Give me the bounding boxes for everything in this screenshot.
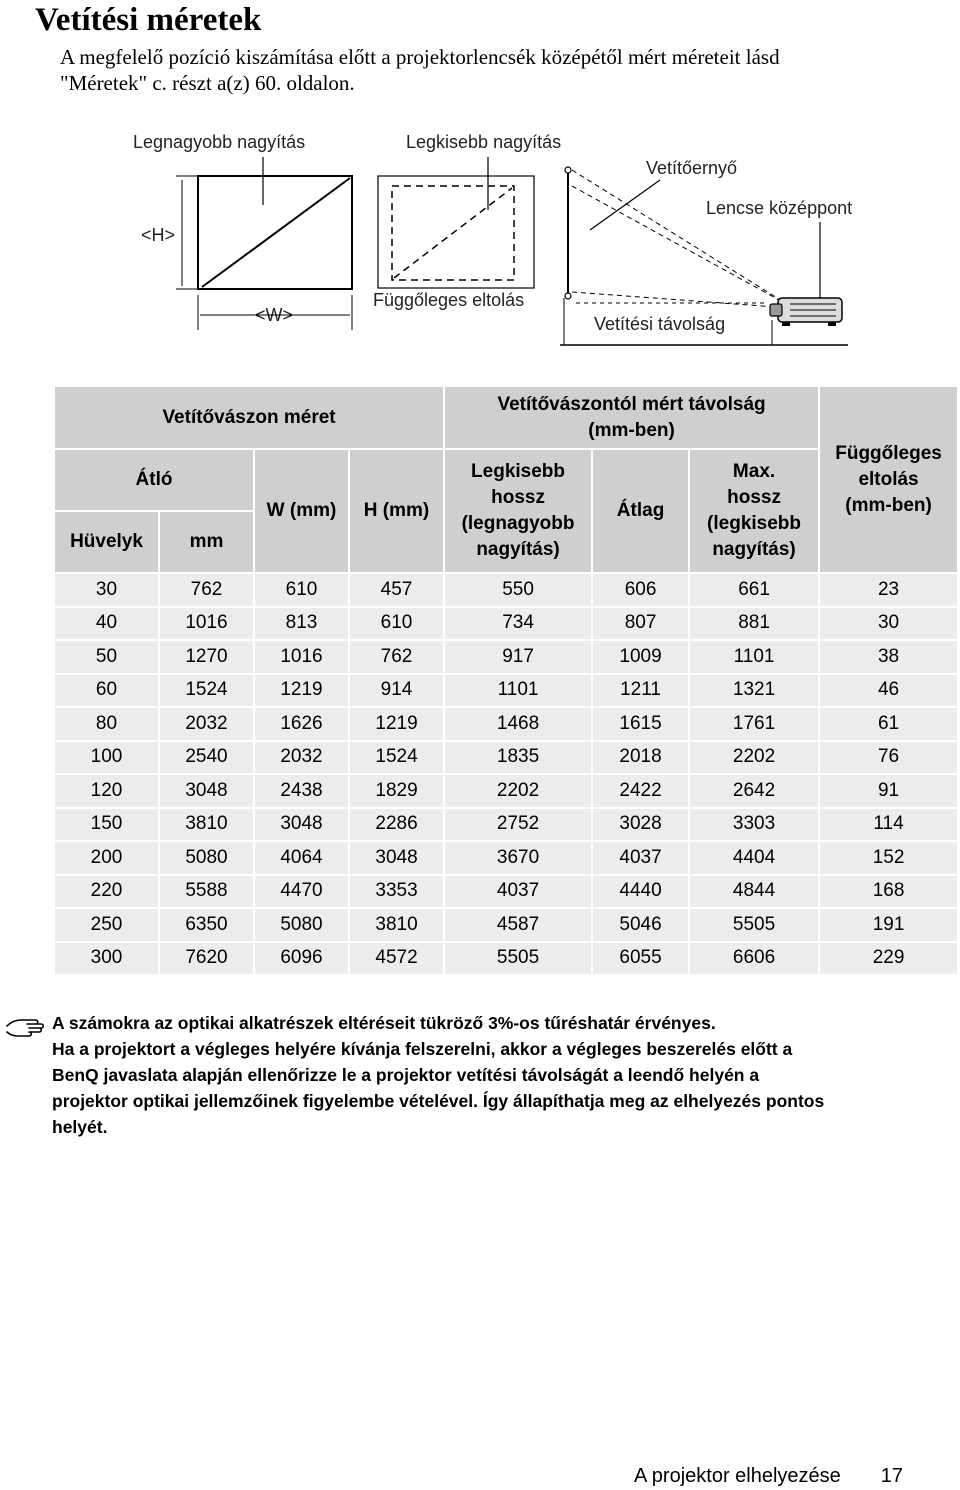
table-cell: 5080	[254, 908, 349, 942]
projection-dimensions-table	[53, 385, 959, 976]
table-cell: 1761	[689, 707, 819, 741]
table-cell: 80	[54, 707, 159, 741]
table-cell: 661	[689, 573, 819, 607]
page-footer	[634, 1465, 903, 1488]
table-cell: 4037	[444, 875, 592, 909]
table-cell: 30	[54, 573, 159, 607]
width-label: <W>	[255, 305, 294, 325]
large-screen-diagonal	[202, 178, 350, 287]
table-cell: 917	[444, 640, 592, 674]
table-row	[54, 607, 958, 641]
note-line: projektor optikai jellemzőinek figyelembe vételével. Így állapíthatja meg az elhelyezés pontos	[52, 1091, 825, 1111]
table-cell: 1211	[592, 674, 689, 708]
table-cell: 6096	[254, 942, 349, 976]
projection-distance-label: Vetítési távolság	[594, 314, 726, 334]
intro-line: A megfelelő pozíció kiszámítása előtt a projektorlencsék középétől mért méreteit lásd	[60, 45, 780, 69]
table-cell: 2642	[689, 774, 819, 808]
table-cell: 3048	[159, 774, 254, 808]
table-cell: 220	[54, 875, 159, 909]
table-cell: 4440	[592, 875, 689, 909]
intro-paragraph	[60, 44, 950, 96]
table-cell: 807	[592, 607, 689, 641]
vertical-offset-label: Függőleges eltolás	[373, 290, 525, 310]
note-line: BenQ javaslata alapján ellenőrizze le a projektor vetítési távolságát a leendő helyén a	[52, 1065, 760, 1085]
table-cell: 4037	[592, 841, 689, 875]
table-row	[54, 908, 958, 942]
table-row	[54, 942, 958, 976]
table-cell: 250	[54, 908, 159, 942]
table-cell: 1219	[349, 707, 444, 741]
table-cell: 550	[444, 573, 592, 607]
table-cell: 38	[819, 640, 958, 674]
table-cell: 5505	[444, 942, 592, 976]
table-cell: 2286	[349, 808, 444, 842]
table-cell: 61	[819, 707, 958, 741]
table-cell: 229	[819, 942, 958, 976]
note-text	[52, 1010, 932, 1140]
table-cell: 4587	[444, 908, 592, 942]
table-cell: 1615	[592, 707, 689, 741]
table-cell: 1468	[444, 707, 592, 741]
table-cell: 610	[349, 607, 444, 641]
header-inch: Hüvelyk	[54, 511, 159, 573]
header-mm: mm	[159, 511, 254, 573]
table-cell: 6055	[592, 942, 689, 976]
table-cell: 813	[254, 607, 349, 641]
table-cell: 1009	[592, 640, 689, 674]
screen-label: Vetítőernyő	[646, 158, 738, 178]
table-cell: 4470	[254, 875, 349, 909]
table-cell: 2032	[254, 741, 349, 775]
table-cell: 881	[689, 607, 819, 641]
table-cell: 7620	[159, 942, 254, 976]
table-cell: 2438	[254, 774, 349, 808]
table-cell: 610	[254, 573, 349, 607]
table-cell: 1101	[689, 640, 819, 674]
table-cell: 3810	[349, 908, 444, 942]
header-distance: Vetítővászontól mért távolság (mm-ben)	[444, 386, 819, 449]
small-screen-diagonal	[394, 188, 512, 278]
table-cell: 1101	[444, 674, 592, 708]
table-cell: 300	[54, 942, 159, 976]
table-cell: 1524	[349, 741, 444, 775]
table-cell: 2202	[689, 741, 819, 775]
table-cell: 6350	[159, 908, 254, 942]
table-cell: 1835	[444, 741, 592, 775]
table-cell: 5080	[159, 841, 254, 875]
table-cell: 23	[819, 573, 958, 607]
table-cell: 4404	[689, 841, 819, 875]
table-cell: 100	[54, 741, 159, 775]
table-cell: 3048	[349, 841, 444, 875]
table-row	[54, 875, 958, 909]
lens-center-label: Lencse középpont	[706, 198, 853, 218]
table-cell: 152	[819, 841, 958, 875]
table-cell: 2752	[444, 808, 592, 842]
table-cell: 120	[54, 774, 159, 808]
intro-line: "Méretek" c. részt a(z) 60. oldalon.	[60, 71, 355, 95]
table-cell: 150	[54, 808, 159, 842]
table-cell: 2422	[592, 774, 689, 808]
table-cell: 762	[159, 573, 254, 607]
table-cell: 762	[349, 640, 444, 674]
note-line: Ha a projektort a végleges helyére kívánja felszerelni, akkor a végleges beszerelés előtt a	[52, 1039, 793, 1059]
header-w: W (mm)	[254, 449, 349, 573]
table-row	[54, 841, 958, 875]
projector-icon	[770, 298, 842, 326]
projection-diagram	[0, 120, 960, 360]
table-cell: 4572	[349, 942, 444, 976]
table-cell: 114	[819, 808, 958, 842]
table-row	[54, 774, 958, 808]
table-cell: 2018	[592, 741, 689, 775]
table-cell: 1524	[159, 674, 254, 708]
table-cell: 914	[349, 674, 444, 708]
header-max-distance: Max. hossz (legkisebb nagyítás)	[689, 449, 819, 573]
table-cell: 76	[819, 741, 958, 775]
footer-section: A projektor elhelyezése	[634, 1465, 841, 1487]
table-cell: 30	[819, 607, 958, 641]
page-title: Vetítési méretek	[35, 2, 262, 38]
largest-zoom-label: Legnagyobb nagyítás	[133, 132, 306, 152]
table-row	[54, 674, 958, 708]
table-cell: 40	[54, 607, 159, 641]
table-cell: 1829	[349, 774, 444, 808]
header-diagonal: Átló	[54, 449, 254, 511]
table-cell: 5046	[592, 908, 689, 942]
note-line: A számokra az optikai alkatrészek eltéréseit tükröző 3%-os tűréshatár érvényes.	[52, 1013, 716, 1033]
table-cell: 1321	[689, 674, 819, 708]
table-cell: 1016	[159, 607, 254, 641]
table-cell: 2202	[444, 774, 592, 808]
table-cell: 1626	[254, 707, 349, 741]
table-cell: 50	[54, 640, 159, 674]
table-cell: 457	[349, 573, 444, 607]
header-vertical-offset: Függőleges eltolás (mm-ben)	[819, 386, 958, 573]
header-h: H (mm)	[349, 449, 444, 573]
table-row	[54, 707, 958, 741]
table-cell: 1270	[159, 640, 254, 674]
table-cell: 5588	[159, 875, 254, 909]
table-row	[54, 640, 958, 674]
table-cell: 3810	[159, 808, 254, 842]
table-cell: 3353	[349, 875, 444, 909]
table-cell: 4064	[254, 841, 349, 875]
table-cell: 191	[819, 908, 958, 942]
table-cell: 2540	[159, 741, 254, 775]
note-line: helyét.	[52, 1117, 108, 1137]
table-cell: 2032	[159, 707, 254, 741]
table-cell: 3048	[254, 808, 349, 842]
note-hand-icon	[5, 1012, 47, 1038]
table-cell: 200	[54, 841, 159, 875]
table-cell: 60	[54, 674, 159, 708]
table-cell: 168	[819, 875, 958, 909]
table-cell: 734	[444, 607, 592, 641]
header-average: Átlag	[592, 449, 689, 573]
table-cell: 3670	[444, 841, 592, 875]
table-cell: 1016	[254, 640, 349, 674]
table-cell: 606	[592, 573, 689, 607]
header-min-distance: Legkisebb hossz (legnagyobb nagyítás)	[444, 449, 592, 573]
table-cell: 91	[819, 774, 958, 808]
page-number: 17	[880, 1465, 904, 1487]
table-cell: 3303	[689, 808, 819, 842]
smallest-zoom-label: Legkisebb nagyítás	[406, 132, 562, 152]
table-cell: 3028	[592, 808, 689, 842]
table-row	[54, 573, 958, 607]
height-label: <H>	[141, 225, 176, 245]
table-cell: 1219	[254, 674, 349, 708]
table-cell: 46	[819, 674, 958, 708]
table-row	[54, 808, 958, 842]
header-screen-size: Vetítővászon méret	[54, 386, 444, 449]
table-cell: 4844	[689, 875, 819, 909]
table-cell: 6606	[689, 942, 819, 976]
table-cell: 5505	[689, 908, 819, 942]
table-row	[54, 741, 958, 775]
